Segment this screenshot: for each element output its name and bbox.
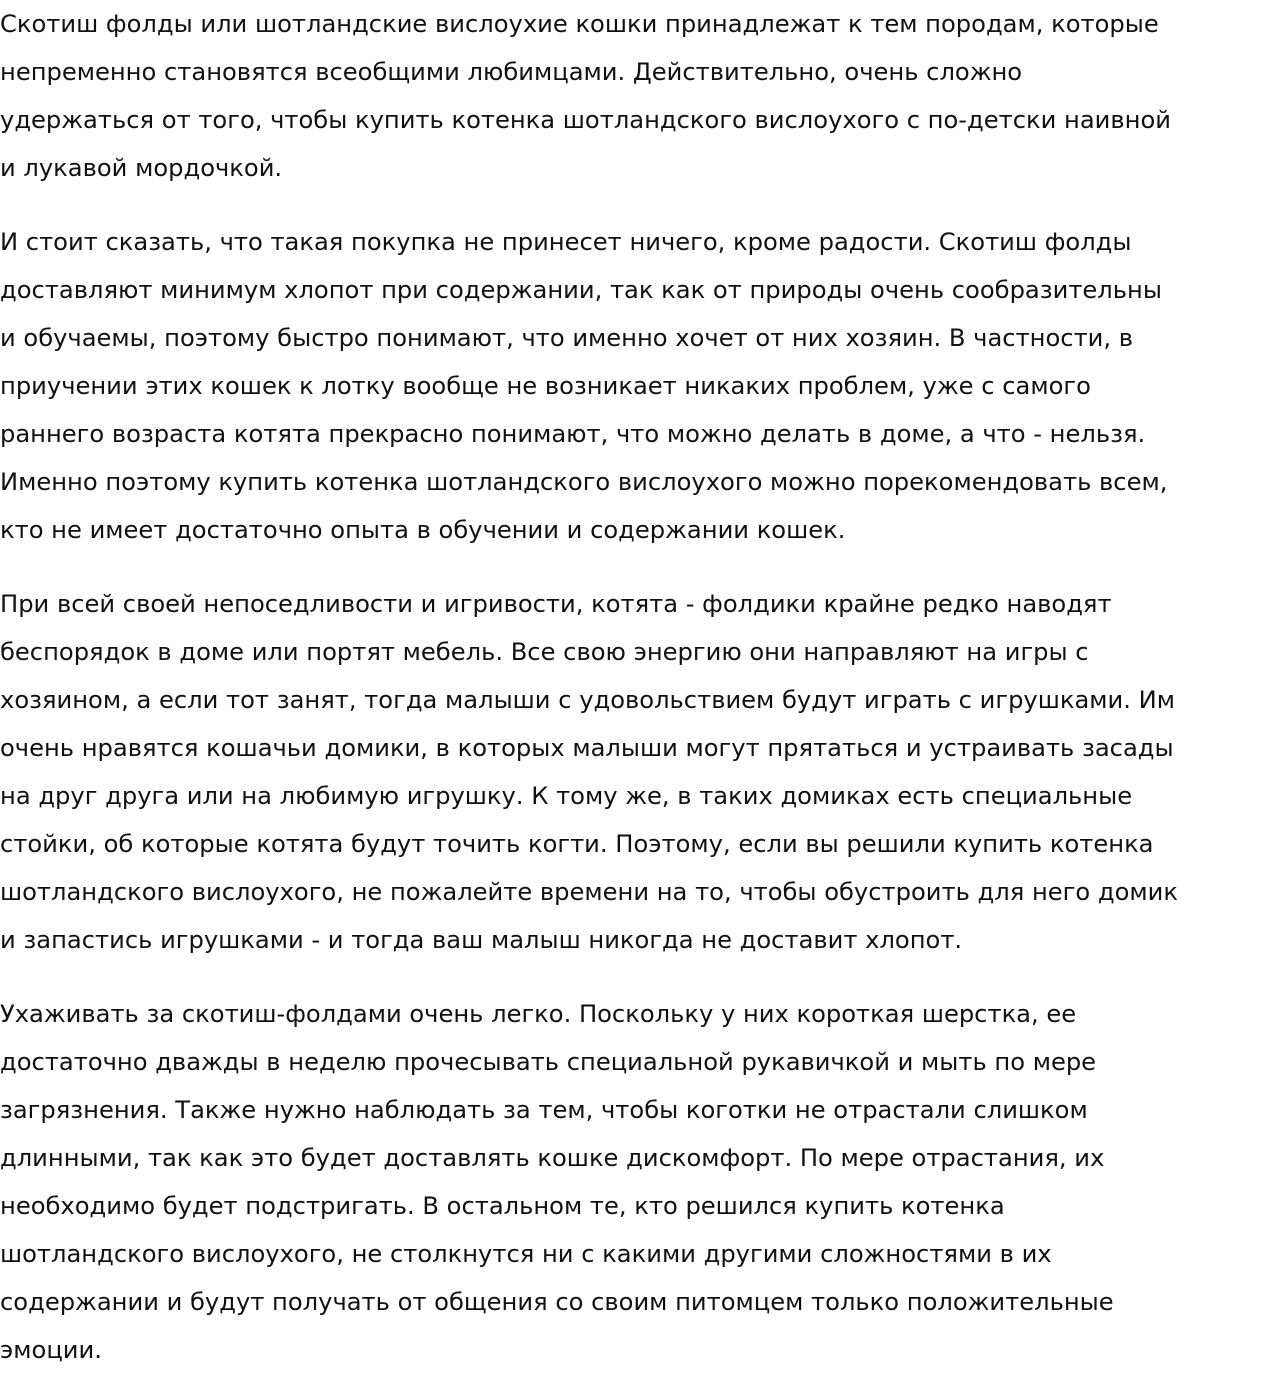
- text-line: Именно поэтому купить котенка шотландского вислоухого можно порекомендовать всем,: [0, 468, 1168, 496]
- text-line: и запастись игрушками - и тогда ваш малыш никогда не доставит хлопот.: [0, 926, 963, 954]
- text-line: очень нравятся кошачьи домики, в которых малыши могут прятаться и устраивать засады: [0, 734, 1174, 762]
- text-line: длинными, так как это будет доставлять кошке дискомфорт. По мере отрастания, их: [0, 1144, 1105, 1172]
- text-line: необходимо будет подстригать. В остальном те, кто решился купить котенка: [0, 1192, 1005, 1220]
- text-line: непременно становятся всеобщими любимцами. Действительно, очень сложно: [0, 58, 1023, 86]
- text-line: доставляют минимум хлопот при содержании, так как от природы очень сообразительны: [0, 276, 1162, 304]
- text-line: При всей своей непоседливости и игривости, котята - фолдики крайне редко наводят: [0, 590, 1112, 618]
- text-line: раннего возраста котята прекрасно понимают, что можно делать в доме, а что - нельзя.: [0, 420, 1146, 448]
- text-line: удержаться от того, чтобы купить котенка шотландского вислоухого с по-детски наивной: [0, 106, 1171, 134]
- paragraph-2: [0, 218, 1270, 554]
- paragraph-1: [0, 0, 1270, 192]
- text-line: на друг друга или на любимую игрушку. К тому же, в таких домиках есть специальные: [0, 782, 1133, 810]
- paragraph-3: [0, 580, 1270, 964]
- text-line: Скотиш фолды или шотландские вислоухие кошки принадлежат к тем породам, которые: [0, 10, 1159, 38]
- text-line: беспорядок в доме или портят мебель. Все свою энергию они направляют на игры с: [0, 638, 1089, 666]
- text-line: стойки, об которые котята будут точить когти. Поэтому, если вы решили купить котенка: [0, 830, 1154, 858]
- text-line: И стоит сказать, что такая покупка не принесет ничего, кроме радости. Скотиш фолды: [0, 228, 1132, 256]
- text-line: шотландского вислоухого, не пожалейте времени на то, чтобы обустроить для него домик: [0, 878, 1178, 906]
- text-line: шотландского вислоухого, не столкнутся ни с какими другими сложностями в их: [0, 1240, 1052, 1268]
- text-line: достаточно дважды в неделю прочесывать специальной рукавичкой и мыть по мере: [0, 1048, 1097, 1076]
- text-line: и лукавой мордочкой.: [0, 154, 283, 182]
- text-line: приучении этих кошек к лотку вообще не возникает никаких проблем, уже с самого: [0, 372, 1091, 400]
- paragraph-4: [0, 990, 1270, 1374]
- text-line: содержании и будут получать от общения со своим питомцем только положительные: [0, 1288, 1114, 1316]
- text-line: эмоции.: [0, 1336, 102, 1364]
- text-line: загрязнения. Также нужно наблюдать за тем, чтобы коготки не отрастали слишком: [0, 1096, 1088, 1124]
- text-line: Ухаживать за скотиш-фолдами очень легко. Поскольку у них короткая шерстка, ее: [0, 1000, 1077, 1028]
- text-line: кто не имеет достаточно опыта в обучении и содержании кошек.: [0, 516, 846, 544]
- text-line: хозяином, а если тот занят, тогда малыши с удовольствием будут играть с игрушками. Им: [0, 686, 1175, 714]
- text-line: и обучаемы, поэтому быстро понимают, что именно хочет от них хозяин. В частности, в: [0, 324, 1134, 352]
